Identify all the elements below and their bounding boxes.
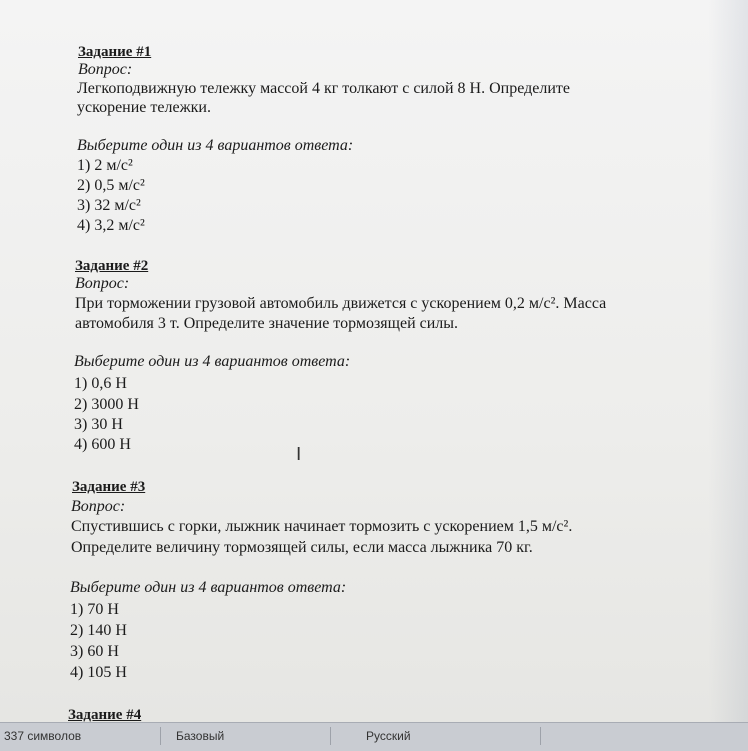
task-2-option-3: 3) 30 Н xyxy=(74,416,123,433)
status-bar xyxy=(0,722,748,751)
status-separator xyxy=(540,727,541,745)
status-separator xyxy=(330,727,331,745)
task-3-option-1: 1) 70 Н xyxy=(70,601,119,618)
task-2-option-4: 4) 600 Н xyxy=(74,436,131,453)
task-1-choose-label: Выберите один из 4 вариантов ответа: xyxy=(77,137,354,154)
task-1-question-line-2: ускорение тележки. xyxy=(77,99,211,116)
status-separator xyxy=(160,727,161,745)
task-3-option-2: 2) 140 Н xyxy=(70,622,127,639)
task-2-option-2: 2) 3000 Н xyxy=(74,396,139,413)
task-3-title: Задание #3 xyxy=(72,479,146,495)
task-3-option-3: 3) 60 Н xyxy=(70,643,119,660)
task-2-question-line-2: автомобиля 3 т. Определите значение тормозящей силы. xyxy=(75,315,459,332)
task-3-question-label: Вопрос: xyxy=(71,498,126,515)
task-3-choose-label: Выберите один из 4 вариантов ответа: xyxy=(70,579,347,596)
task-1-option-4: 4) 3,2 м/с² xyxy=(77,217,145,234)
task-2-title: Задание #2 xyxy=(75,258,149,274)
task-2-question-label: Вопрос: xyxy=(75,275,130,292)
task-2-question-line-1: При торможении грузовой автомобиль движется с ускорением 0,2 м/с². Масса xyxy=(75,295,607,312)
task-3-option-4: 4) 105 Н xyxy=(70,664,127,681)
task-3-question-line-1: Спустившись с горки, лыжник начинает тормозить с ускорением 1,5 м/с². xyxy=(71,518,573,535)
task-4-title: Задание #4 xyxy=(68,707,142,722)
language-indicator[interactable]: Русский xyxy=(366,729,411,743)
task-2-choose-label: Выберите один из 4 вариантов ответа: xyxy=(74,353,351,370)
task-1-question-label: Вопрос: xyxy=(78,61,133,78)
text-cursor-icon: I xyxy=(296,444,302,465)
task-1-question-line-1: Легкоподвижную тележку массой 4 кг толкают с силой 8 Н. Определите xyxy=(77,80,570,97)
task-1-option-1: 1) 2 м/с² xyxy=(77,157,133,174)
char-count[interactable]: 337 символов xyxy=(4,729,82,743)
task-1-title: Задание #1 xyxy=(78,44,152,60)
page-style[interactable]: Базовый xyxy=(176,729,225,743)
task-2-option-1: 1) 0,6 Н xyxy=(74,375,127,392)
task-1-option-2: 2) 0,5 м/с² xyxy=(77,177,145,194)
task-1-option-3: 3) 32 м/с² xyxy=(77,197,141,214)
task-3-question-line-2: Определите величину тормозящей силы, если масса лыжника 70 кг. xyxy=(71,539,533,556)
